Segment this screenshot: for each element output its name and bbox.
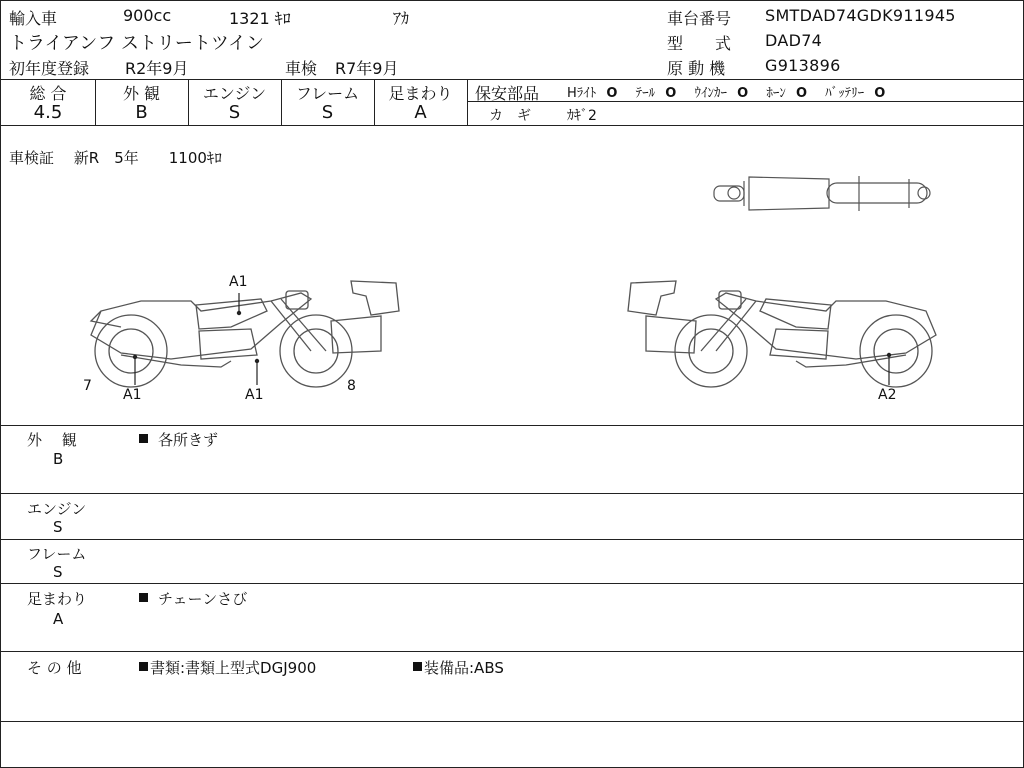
frame-grade-label: フレーム	[295, 84, 360, 103]
damage-label-a1-right: A1	[245, 387, 264, 403]
suspension-section-grade: A	[53, 610, 64, 628]
weight: 1321 ｷﾛ	[229, 9, 291, 28]
inspection-certificate: 車検証 新R 5年 1100ｷﾛ	[9, 149, 222, 167]
bullet-square	[413, 662, 422, 671]
suspension-grade-label: 足まわり	[388, 84, 453, 103]
divider	[1, 539, 1023, 540]
frame-grade-value: S	[321, 102, 334, 123]
safety-item-taillight-status: O	[665, 86, 677, 101]
safety-item-headlight-status: O	[606, 86, 618, 101]
first-reg-label: 初年度登録	[9, 59, 90, 78]
damage-label-a2: A2	[878, 387, 897, 403]
marker-dots	[1, 1, 1023, 431]
first-reg-value: R2年9月	[125, 59, 189, 78]
divider	[1, 425, 1023, 426]
safety-item-winker-status: O	[737, 86, 749, 101]
safety-parts-title: 保安部品	[475, 84, 540, 103]
bullet-square	[139, 662, 148, 671]
engine-no-label: 原 動 機	[667, 59, 726, 78]
key-value: ｶｷﾞ2	[567, 108, 597, 124]
other-section-label: そ の 他	[27, 659, 82, 677]
divider	[1, 493, 1023, 494]
engine-section-label: エンジン	[27, 500, 87, 518]
type-value: DAD74	[765, 31, 823, 50]
frame-section-grade: S	[53, 563, 63, 581]
damage-label-8: 8	[347, 378, 356, 394]
other-note-equipment: 装備品:ABS	[413, 657, 504, 678]
overall-grade-value: 4.5	[33, 102, 63, 123]
other-note-documents: 書類:書類上型式DGJ900	[139, 657, 316, 678]
safety-item-horn: ﾎｰﾝ	[766, 86, 786, 101]
damage-label-7: 7	[83, 378, 92, 394]
color: ｱｶ	[393, 9, 410, 28]
engine-section-grade: S	[53, 518, 63, 536]
exterior-section-grade: B	[53, 450, 64, 468]
damage-label-a1-left: A1	[123, 387, 142, 403]
divider	[1, 583, 1023, 584]
inspection-value: R7年9月	[335, 59, 399, 78]
exterior-grade-label: 外 観	[122, 84, 161, 103]
overall-grade-label: 総 合	[29, 84, 67, 103]
safety-item-horn-status: O	[795, 86, 808, 101]
bullet-square	[139, 434, 148, 443]
engine-no-value: G913896	[765, 56, 841, 75]
damage-label-a1-top: A1	[229, 274, 248, 290]
engine-grade-label: エンジン	[202, 84, 267, 103]
inspection-label: 車検	[285, 59, 318, 78]
import-label: 輸入車	[9, 9, 58, 28]
safety-item-winker: ｳｲﾝｶｰ	[694, 86, 727, 101]
safety-item-headlight: Hﾗｲﾄ	[567, 86, 597, 101]
divider	[1, 651, 1023, 652]
model-name: トライアンフ ストリートツイン	[9, 33, 265, 54]
safety-item-battery-status: O	[874, 86, 886, 101]
frame-section-label: フレーム	[27, 545, 87, 563]
safety-item-battery: ﾊﾞｯﾃﾘｰ	[825, 86, 865, 101]
divider	[1, 721, 1023, 722]
safety-item-taillight: ﾃｰﾙ	[635, 86, 656, 101]
frame-no-value: SMTDAD74GDK911945	[765, 6, 956, 25]
suspension-section-label: 足まわり	[27, 590, 88, 608]
engine-grade-value: S	[228, 102, 241, 123]
suspension-note: チェーンさび	[139, 588, 247, 609]
key-label: カ ギ	[489, 108, 531, 124]
type-label: 型 式	[667, 34, 732, 53]
exterior-section-label: 外 観	[27, 431, 77, 449]
exterior-grade-value: B	[135, 102, 148, 123]
bullet-square	[139, 593, 148, 602]
suspension-grade-value: A	[414, 102, 427, 123]
exterior-note: 各所きず	[139, 429, 218, 450]
frame-no-label: 車台番号	[667, 9, 732, 28]
displacement: 900cc	[123, 6, 172, 25]
